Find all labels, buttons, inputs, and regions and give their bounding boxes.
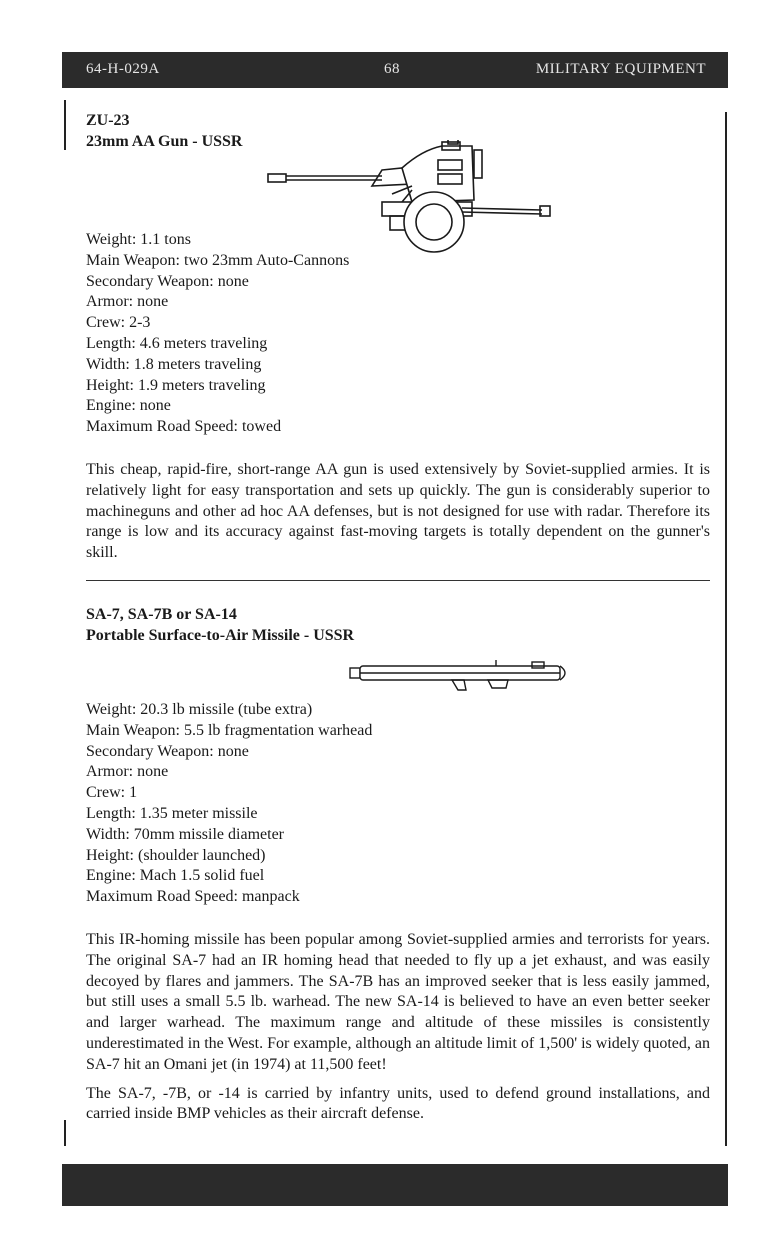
left-margin-rule [64,100,66,150]
description-paragraph: The SA-7, -7B, or -14 is carried by infantry units, used to defend ground installations, and carried inside BMP vehicles as their aircraft defense. [86,1084,710,1123]
page-footer-bar [62,1164,728,1206]
spec-line: Maximum Road Speed: manpack [86,888,300,906]
zu23-description [86,460,710,564]
entry-name: SA-7, SA-7B or SA-14 [86,606,237,623]
spec-line: Engine: none [86,397,171,415]
spec-line: Crew: 1 [86,784,138,802]
spec-line: Width: 1.8 meters traveling [86,355,262,373]
spec-line: Length: 4.6 meters traveling [86,334,268,352]
page-header [62,52,728,88]
spec-line: Armor: none [86,293,169,311]
spec-line: Main Weapon: 5.5 lb fragmentation warhead [86,721,373,739]
right-margin-rule [725,112,727,1146]
document-code: 64-H-029A [86,61,160,77]
section-divider [86,580,710,581]
spec-line: Main Weapon: two 23mm Auto-Cannons [86,251,350,269]
entry-name: ZU-23 [86,112,130,129]
sa7-specs [86,700,710,908]
missile-launcher-icon [346,656,574,696]
spec-line: Height: (shoulder launched) [86,846,266,864]
entry-subtitle: Portable Surface-to-Air Missile - USSR [86,627,355,644]
left-margin-rule-bottom [64,1120,66,1146]
spec-line: Secondary Weapon: none [86,272,249,290]
description-paragraph: This IR-homing missile has been popular among Soviet-supplied armies and terrorists for years. The original SA-7 had an IR homing head that needed to fly up a jet exhaust, and was easily decoyed by flares and jammers. The SA-7B has an improved seeker that is less easily jammed, but still uses a small 5.5 lb. warhead. The new SA-14 is believed to have an even better seeker and larger warhead. The maximum range and altitude of these missiles is consistently underestimated in the West. For example, although an altitude limit of 1,500' is widely quoted, an SA-7 hit an Omani jet (in 1974) at 11,500 feet! [86,931,710,1073]
section-title: MILITARY EQUIPMENT [535,61,706,77]
sa7-description [86,930,710,1125]
description-paragraph: This cheap, rapid-fire, short-range AA gun is used extensively by Soviet-supplied armies. It is relatively light for easy transportation and sets up quickly. The gun is considerably superior to machineguns and other ad hoc AA defenses, but is not designed for use with radar. Therefore its range is low and its accuracy against fast-moving targets is totally dependent on the gunner's skill. [86,461,710,562]
spec-line: Width: 70mm missile diameter [86,825,284,843]
spec-line: Armor: none [86,763,169,781]
spec-line: Engine: Mach 1.5 solid fuel [86,867,265,885]
spec-line: Secondary Weapon: none [86,742,249,760]
entry-subtitle: 23mm AA Gun - USSR [86,133,243,150]
spec-line: Weight: 20.3 lb missile (tube extra) [86,701,313,718]
zu23-specs [86,230,710,438]
spec-line: Crew: 2-3 [86,314,151,332]
spec-line: Height: 1.9 meters traveling [86,376,266,394]
spec-line: Weight: 1.1 tons [86,231,191,248]
entry-sa7 [86,604,710,646]
page-number: 68 [384,61,400,77]
spec-line: Length: 1.35 meter missile [86,804,258,822]
spec-line: Maximum Road Speed: towed [86,418,282,436]
